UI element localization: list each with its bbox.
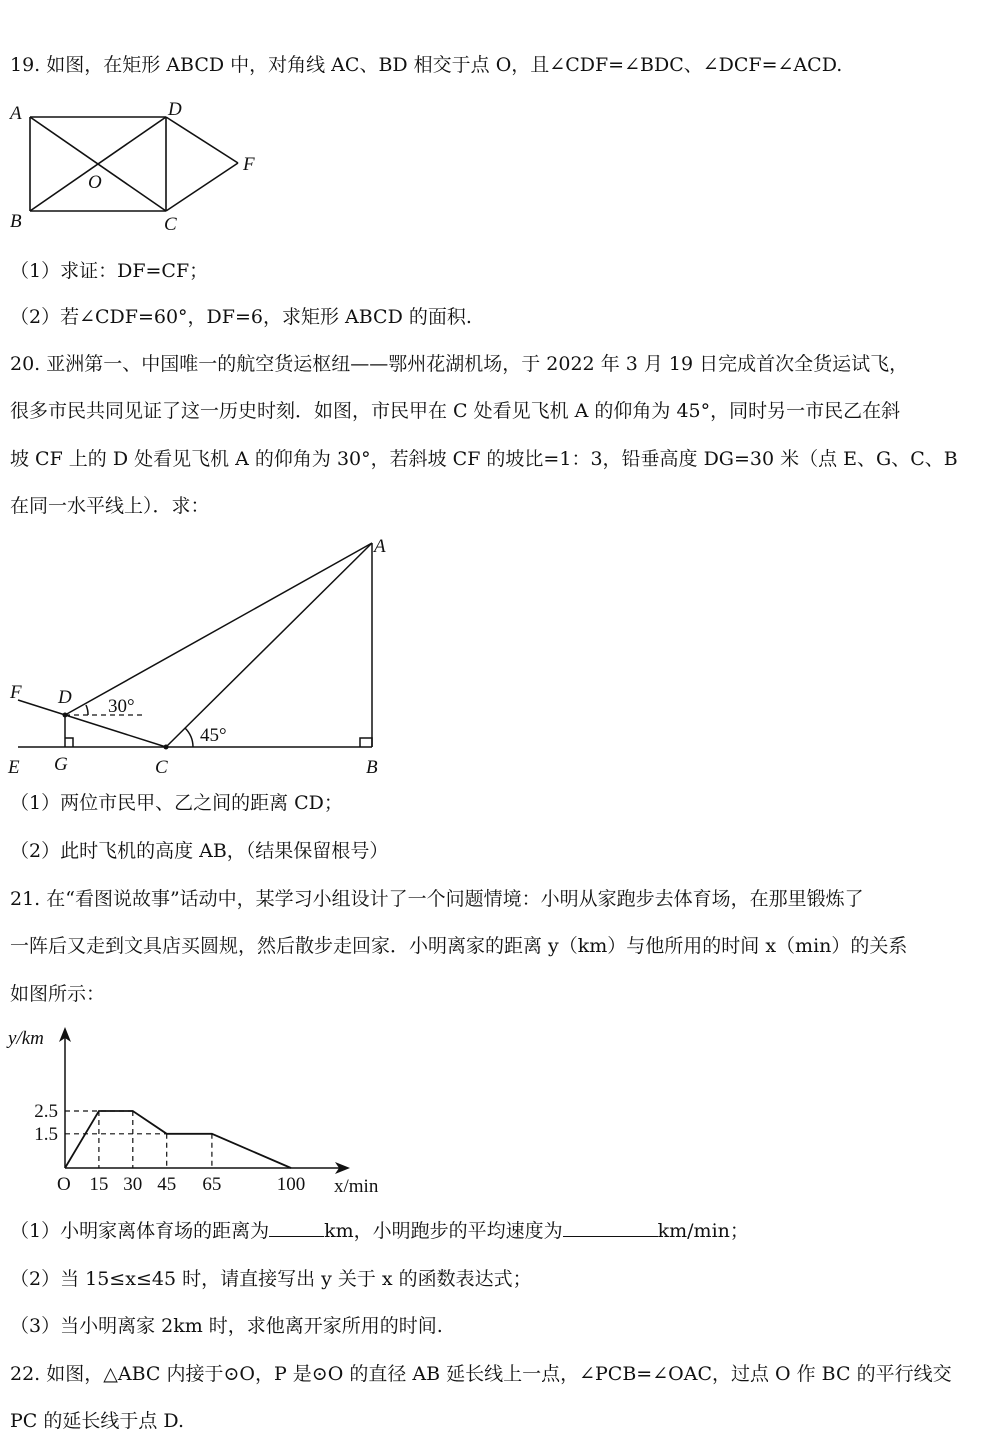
q19-label-a: A (10, 103, 22, 124)
q21-part1-text-b: km，小明跑步的平均速度为 (324, 1220, 563, 1242)
q20-part2: （2）此时飞机的高度 AB，（结果保留根号） (10, 840, 389, 862)
q19-label-b: B (10, 211, 22, 232)
q20-stem-3: 坡 CF 上的 D 处看见飞机 A 的仰角为 30°，若斜坡 CF 的坡比=1：3，铅垂高度 DG=30 米（点 E、G、C、B (10, 448, 958, 470)
q20-stem-4: 在同一水平线上）．求： (10, 495, 210, 517)
q20-stem-1: 20. 亚洲第一、中国唯一的航空货运枢纽——鄂州花湖机场，于 2022 年 3 月 19 日完成首次全货运试飞， (10, 353, 909, 375)
q20-label-b: B (366, 757, 378, 778)
q20-label-a: A (374, 536, 386, 557)
q20-label-f: F (10, 682, 22, 703)
q20-angle-45: 45° (200, 725, 227, 746)
q21-part2: （2）当 15≤x≤45 时，请直接写出 y 关于 x 的函数表达式； (10, 1268, 532, 1290)
x-tick-label: 30 (123, 1174, 143, 1195)
x-tick-label: 45 (157, 1174, 177, 1195)
q19-label-d: D (168, 99, 182, 120)
x-axis-label: x/min (334, 1176, 379, 1197)
q19-figure (0, 95, 280, 240)
answer-blank-distance[interactable] (269, 1218, 324, 1237)
x-tick-label: 15 (89, 1174, 109, 1195)
x-tick-label: 65 (202, 1174, 222, 1195)
y-tick-label: 2.5 (34, 1101, 58, 1122)
q20-stem-2: 很多市民共同见证了这一历史时刻．如图，市民甲在 C 处看见飞机 A 的仰角为 45°，同时另一市民乙在斜 (10, 400, 901, 422)
q20-part1: （1）两位市民甲、乙之间的距离 CD； (10, 792, 343, 814)
origin-label: O (57, 1174, 71, 1195)
q19-part2: （2）若∠CDF=60°，DF=6，求矩形 ABCD 的面积. (10, 306, 472, 328)
q20-angle-30: 30° (108, 696, 135, 717)
q21-stem-2: 一阵后又走到文具店买圆规，然后散步走回家．小明离家的距离 y（km）与他所用的时间 x（min）的关系 (10, 935, 908, 957)
q21-part1-text-a: （1）小明家离体育场的距离为 (10, 1220, 270, 1242)
q20-label-g: G (54, 754, 68, 775)
q22-stem-1: 22. 如图，△ABC 内接于⊙O，P 是⊙O 的直径 AB 延长线上一点，∠PCB=∠OAC，过点 O 作 BC 的平行线交 (10, 1363, 952, 1385)
y-axis-label: y/km (8, 1028, 44, 1049)
q21-part3: （3）当小明离家 2km 时，求他离开家所用的时间. (10, 1315, 443, 1337)
q19-label-f: F (243, 154, 255, 175)
x-tick-label: 100 (276, 1174, 306, 1195)
q22-stem-2: PC 的延长线于点 D. (10, 1410, 184, 1432)
q20-label-d: D (58, 687, 72, 708)
q21-distance-time-chart (0, 1020, 410, 1205)
q19-label-c: C (164, 214, 177, 235)
q21-part1-text-c: km/min； (657, 1220, 749, 1242)
q21-stem-1: 21. 在“看图说故事”话动中，某学习小组设计了一个问题情境：小明从家跑步去体育场，在那里锻炼了 (10, 888, 864, 910)
q21-part1 (10, 1218, 749, 1244)
q19-stem: 19. 如图，在矩形 ABCD 中，对角线 AC、BD 相交于点 O，且∠CDF=∠BDC、∠DCF=∠ACD. (10, 54, 843, 76)
q20-figure (0, 530, 420, 780)
q21-stem-3: 如图所示： (10, 983, 106, 1005)
q19-label-o: O (88, 172, 102, 193)
answer-blank-speed[interactable] (563, 1218, 658, 1237)
y-tick-label: 1.5 (34, 1123, 58, 1145)
q20-label-c: C (155, 757, 168, 778)
q19-part1: （1）求证：DF=CF； (10, 260, 209, 282)
q20-label-e: E (8, 757, 20, 778)
